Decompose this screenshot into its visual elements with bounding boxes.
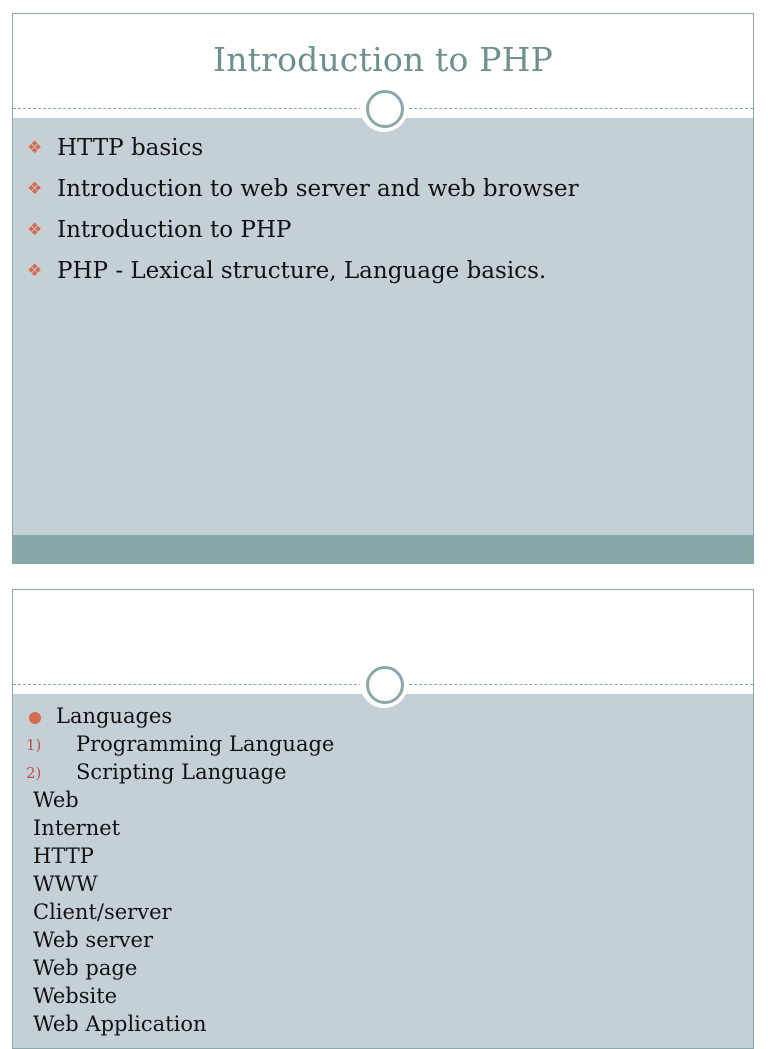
list-item-text: Introduction to web server and web browser	[57, 176, 579, 202]
bullet-list	[25, 130, 579, 294]
item-number: 1)	[26, 736, 42, 754]
list-item-text: HTTP basics	[57, 135, 204, 161]
diamond-bullet-icon: ❖	[27, 261, 43, 281]
list-item	[25, 212, 579, 253]
list-item-text: Internet	[33, 816, 121, 840]
list-item-text: Web page	[33, 956, 138, 980]
list-item	[13, 954, 753, 982]
slide-2	[12, 589, 754, 1049]
list-item-text: Languages	[56, 704, 173, 728]
list-item	[13, 898, 753, 926]
list-item-text: Web Application	[33, 1012, 207, 1036]
item-number: 2)	[26, 764, 42, 782]
list-item-text: Introduction to PHP	[57, 217, 292, 243]
list-item	[13, 982, 753, 1010]
list-item-text: Website	[33, 984, 118, 1008]
list-item	[13, 926, 753, 954]
circle-ornament-ring	[366, 666, 404, 704]
list-item-text: HTTP	[33, 844, 94, 868]
slide-footer-band	[13, 535, 753, 563]
list-item	[25, 171, 579, 212]
list-item	[25, 253, 579, 294]
list-item-text: Web server	[33, 928, 153, 952]
diamond-bullet-icon: ❖	[27, 138, 43, 158]
slide-title: Introduction to PHP	[212, 40, 554, 79]
list-item	[13, 786, 753, 814]
numbered-item	[13, 730, 753, 758]
list-item	[13, 702, 753, 730]
list-item-text: PHP - Lexical structure, Language basics.	[57, 258, 547, 284]
list-item-text: Programming Language	[76, 732, 335, 756]
list-item	[25, 130, 579, 171]
circle-ornament	[360, 660, 408, 708]
circle-ornament-ring	[366, 90, 404, 128]
numbered-item	[13, 758, 753, 786]
round-bullet-icon	[29, 712, 41, 724]
circle-ornament	[360, 84, 408, 132]
list-item-text: Client/server	[33, 900, 172, 924]
list-item-text: Web	[33, 788, 79, 812]
list-item	[13, 870, 753, 898]
diamond-bullet-icon: ❖	[27, 220, 43, 240]
slide-2-content	[13, 702, 753, 1038]
list-item-text: Scripting Language	[76, 760, 287, 784]
list-item-text: WWW	[33, 872, 98, 896]
list-item	[13, 1010, 753, 1038]
list-item	[13, 842, 753, 870]
slide-1	[12, 13, 754, 564]
list-item	[13, 814, 753, 842]
diamond-bullet-icon: ❖	[27, 179, 43, 199]
